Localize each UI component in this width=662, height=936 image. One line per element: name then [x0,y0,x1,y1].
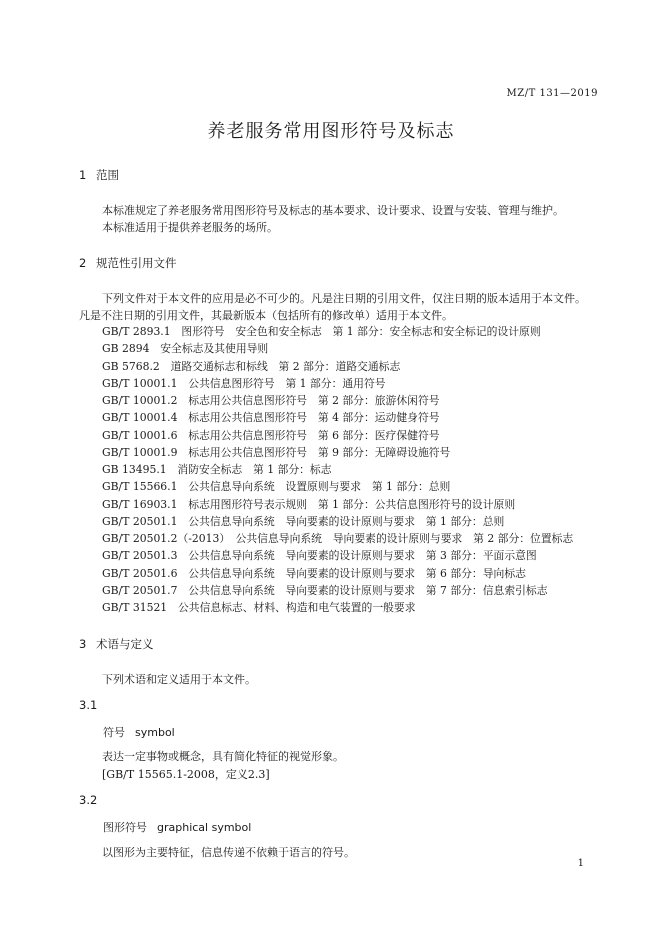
reference-item: GB/T 10001.9 标志用公共信息图形符号 第 9 部分：无障碍设施符号 [102,446,451,459]
standard-code: MZ/T 131—2019 [506,88,598,99]
reference-item: GB/T 20501.3 公共信息导向系统 导向要素的设计原则与要求 第 3 部分：平面示意图 [102,549,537,562]
section-1-title: 范围 [96,168,119,182]
reference-item: GB/T 10001.1 公共信息图形符号 第 1 部分：通用符号 [102,377,386,390]
term-number: 3.2 [79,793,98,807]
reference-item: GB/T 10001.6 标志用公共信息图形符号 第 6 部分：医疗保健符号 [102,429,440,442]
reference-item: GB/T 20501.6 公共信息导向系统 导向要素的设计原则与要求 第 6 部分：导向标志 [102,567,526,580]
reference-item: GB/T 20501.1 公共信息导向系统 导向要素的设计原则与要求 第 1 部分：总则 [102,515,505,528]
reference-item: GB/T 10001.4 标志用公共信息图形符号 第 4 部分：运动健身符号 [102,411,440,424]
reference-item: GB/T 31521 公共信息标志、材料、构造和电气装置的一般要求 [102,601,416,614]
section-1-paragraph-2: 本标准适用于提供养老服务的场所。 [102,221,278,234]
section-3-number: 3 [79,637,87,651]
section-2-heading [79,255,177,271]
term-chinese: 符号 [103,726,125,739]
term-english: graphical symbol [157,821,252,834]
term-definition: 表达一定事物或概念，具有简化特征的视觉形象。 [102,750,344,763]
reference-item: GB/T 16903.1 标志用图形符号表示规则 第 1 部分：公共信息图形符号的设计原则 [102,498,516,511]
reference-item: GB/T 10001.2 标志用公共信息图形符号 第 2 部分：旅游休闲符号 [102,394,440,407]
reference-item: GB 2894 安全标志及其使用导则 [102,342,269,355]
section-1-paragraph-1: 本标准规定了养老服务常用图形符号及标志的基本要求、设计要求、设置与安装、管理与维护。 [102,204,564,217]
reference-item: GB/T 15566.1 公共信息导向系统 设置原则与要求 第 1 部分：总则 [102,480,451,493]
section-3-title: 术语与定义 [96,637,154,651]
reference-item: GB/T 2893.1 图形符号 安全色和安全标志 第 1 部分：安全标志和安全标记的设计原则 [102,325,541,338]
section-1-number: 1 [79,168,87,182]
reference-item: GB/T 20501.2（-2013） 公共信息导向系统 导向要素的设计原则与要求 第 2 部分：位置标志 [102,532,574,545]
section-2-title: 规范性引用文件 [96,256,177,270]
document-title: 养老服务常用图形符号及标志 [207,121,455,142]
term-label [103,724,175,740]
reference-item: GB 5768.2 道路交通标志和标线 第 2 部分：道路交通标志 [102,360,401,373]
term-number: 3.1 [79,698,98,712]
term-chinese: 图形符号 [103,821,147,834]
term-definition: 以图形为主要特征，信息传递不依赖于语言的符号。 [102,846,355,859]
section-2-intro-line-2: 凡是不注日期的引用文件，其最新版本（包括所有的修改单）适用于本文件。 [79,309,453,322]
term-english: symbol [135,726,175,739]
section-2-number: 2 [79,256,87,270]
section-3-intro: 下列术语和定义适用于本文件。 [102,673,256,686]
section-1-heading [79,167,119,183]
reference-item: GB/T 20501.7 公共信息导向系统 导向要素的设计原则与要求 第 7 部分：信息索引标志 [102,584,548,597]
section-2-intro-line-1: 下列文件对于本文件的应用是必不可少的。凡是注日期的引用文件，仅注日期的版本适用于本文件。 [102,292,586,305]
page-number: 1 [577,858,584,869]
section-3-heading [79,636,154,652]
term-source: [GB/T 15565.1-2008，定义2.3] [102,768,270,781]
term-label [103,819,251,835]
reference-item: GB 13495.1 消防安全标志 第 1 部分：标志 [102,463,332,476]
